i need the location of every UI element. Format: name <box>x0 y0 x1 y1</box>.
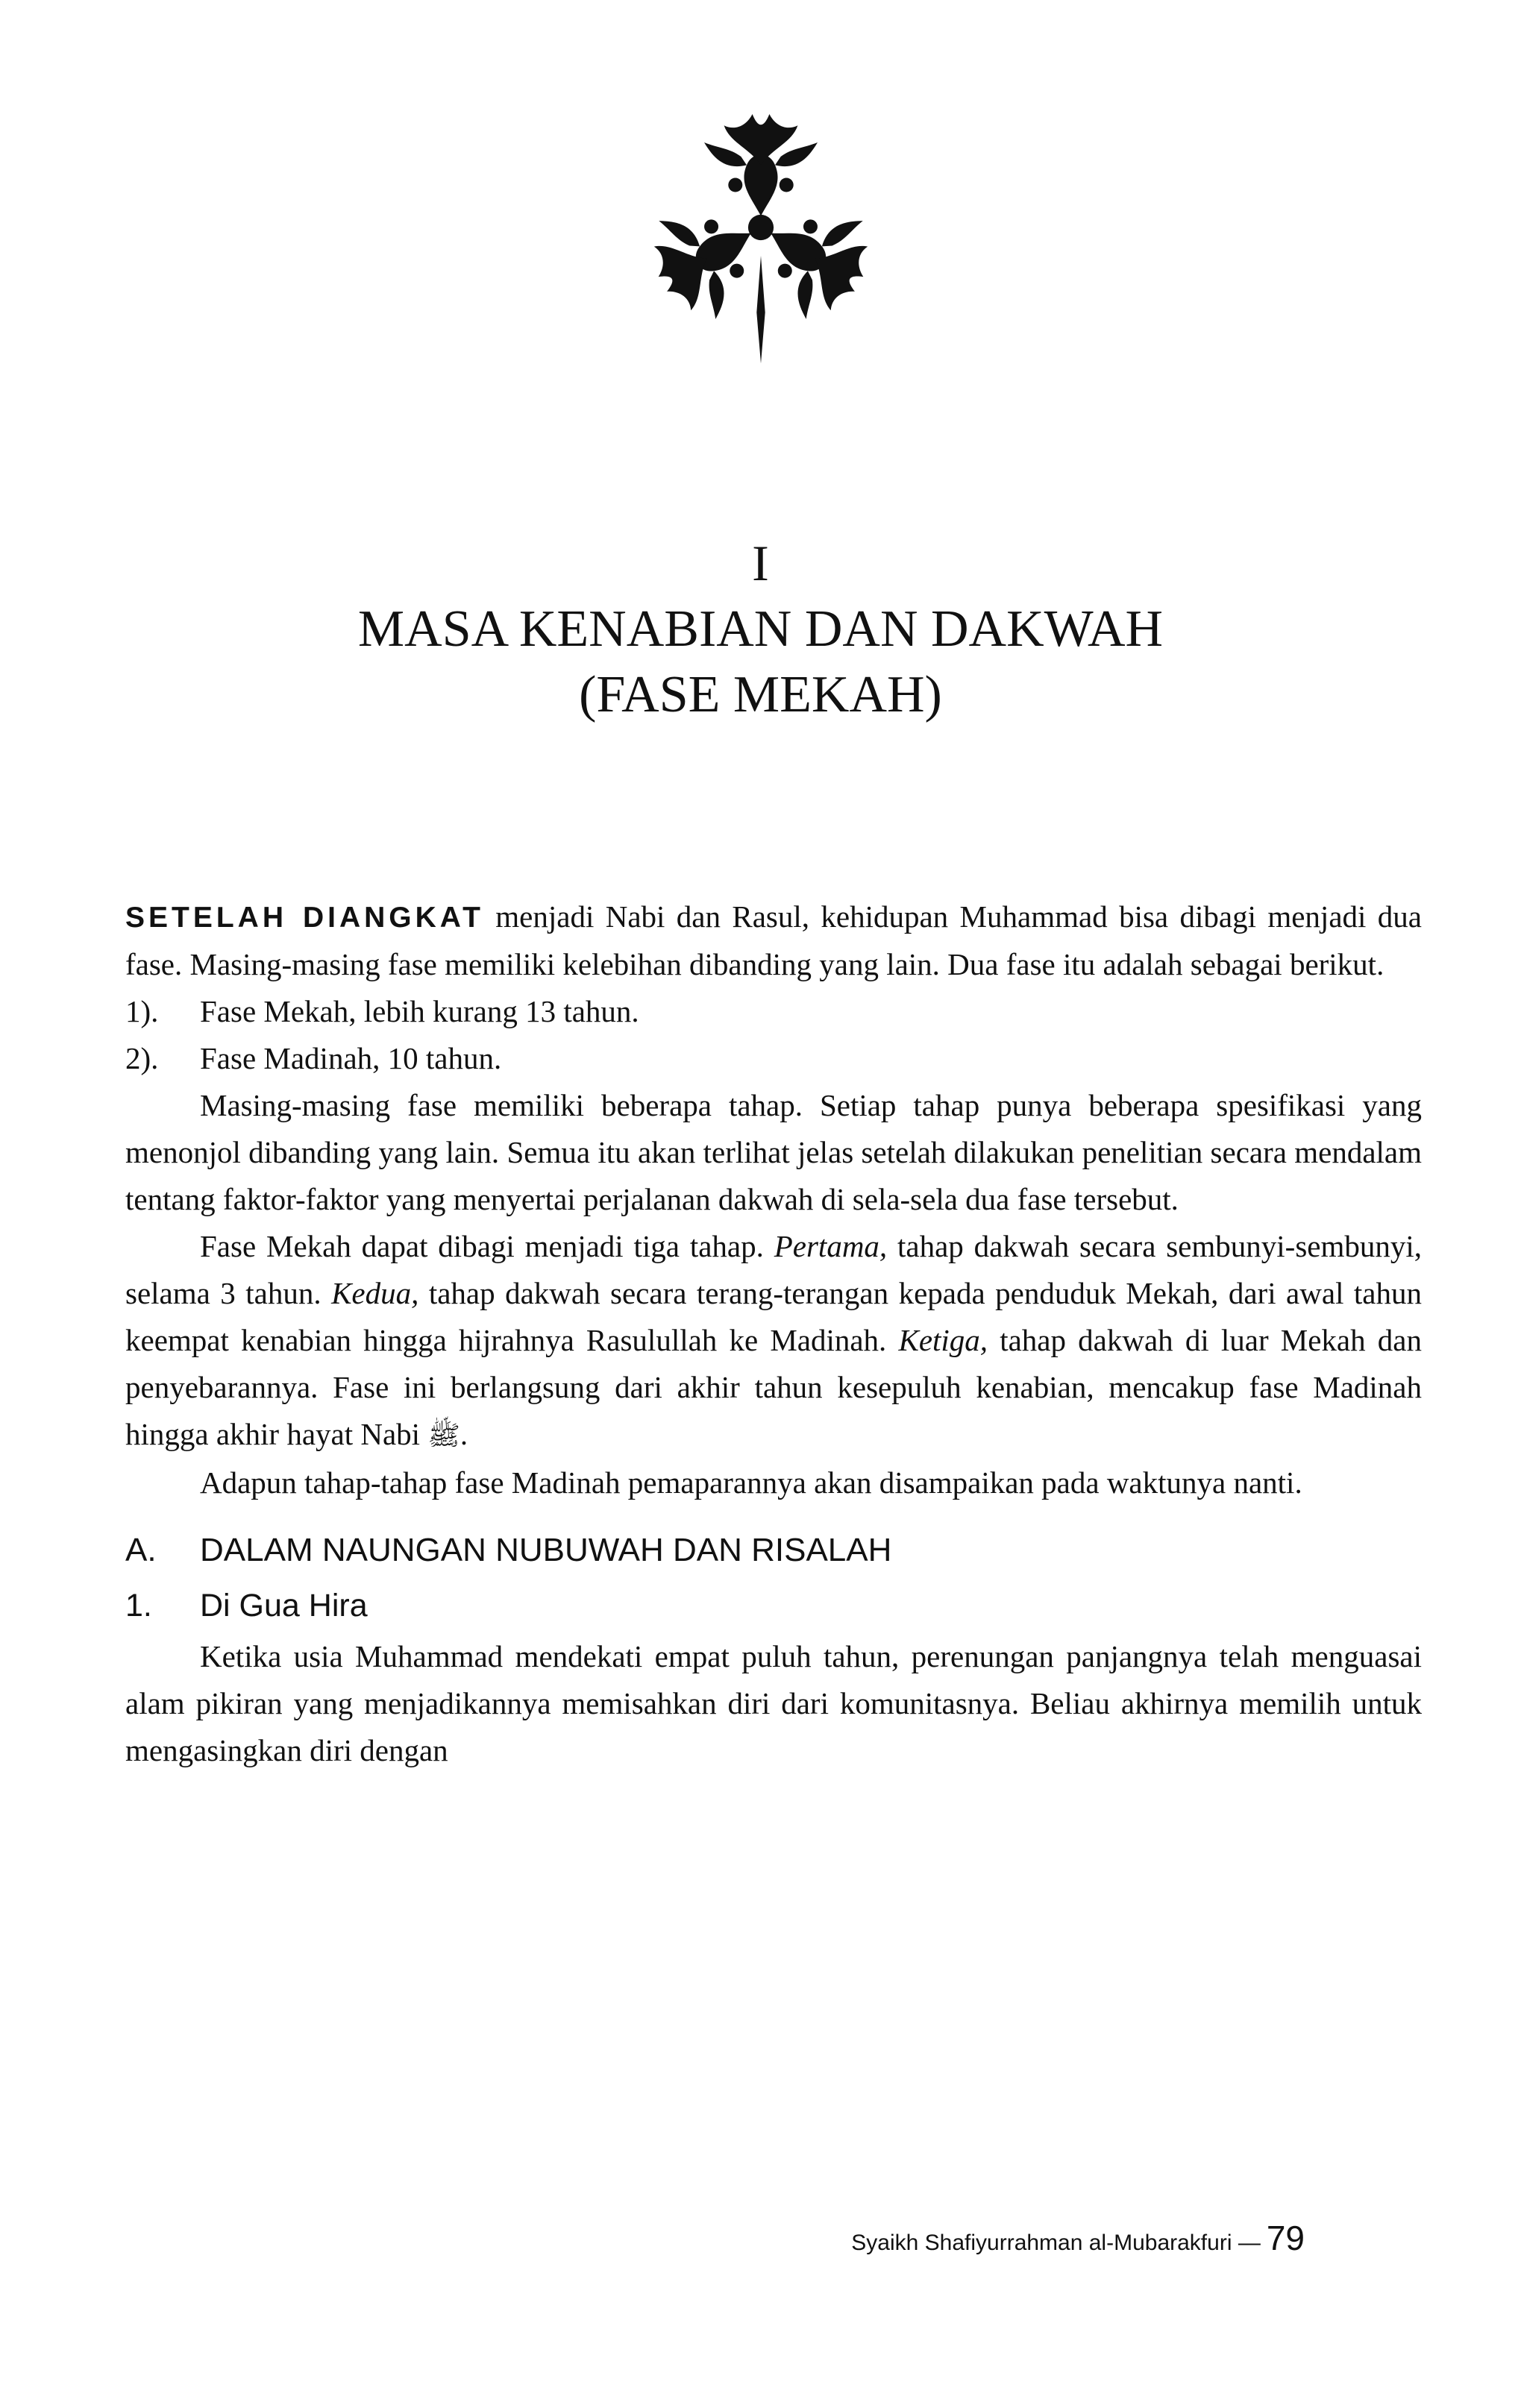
intro-paragraph <box>125 893 1422 988</box>
list-item-number: 1). <box>125 994 159 1028</box>
intro-text: menjadi Nabi dan Rasul, kehidupan Muhammad bisa dibagi menjadi dua fase. Masing-masing fase memiliki kelebihan dibanding yang lain. Dua fase itu adalah sebagai berikut. <box>125 899 1422 981</box>
text-run: tahap dakwah secara sembunyi-sembunyi, selama 3 tahun. <box>125 1229 1423 1310</box>
text-run: . <box>460 1417 468 1451</box>
footer-author: Syaikh Shafiyurrahman al-Mubarakfuri — <box>851 2231 1261 2255</box>
italic-term: Ketiga, <box>898 1323 988 1357</box>
list-item-number: 2). <box>125 1041 159 1075</box>
italic-term: Kedua, <box>331 1276 419 1310</box>
paragraph-medina: Adapun tahap-tahap fase Madinah pemaparannya akan disampaikan pada waktunya nanti. <box>200 1465 1302 1500</box>
text-run: tahap dakwah secara terang-terangan kepada penduduk Mekah, dari awal tahun keempat kenabian hingga hijrahnya Rasulullah ke Madinah. <box>125 1276 1423 1357</box>
chapter-title-line-2: (FASE MEKAH) <box>579 666 942 723</box>
list-item <box>125 988 1422 1035</box>
page-number: 79 <box>1266 2219 1305 2257</box>
floral-ornament-icon <box>619 86 903 369</box>
paragraph-stages: Masing-masing fase memiliki beberapa tahap. Setiap tahap punya beberapa spesifikasi yang menonjol dibanding yang lain. Semua itu akan terlihat jelas setelah dilakukan penelitian secara mendalam tentang faktor-faktor yang menyertai perjalanan dakwah di sela-sela dua fase tersebut. <box>125 1088 1422 1216</box>
chapter-number: I <box>752 535 769 591</box>
section-heading <box>125 1526 1422 1575</box>
section-title: DALAM NAUNGAN NUBUWAH DAN RISALAH <box>200 1532 892 1568</box>
paragraph-gua-hira: Ketika usia Muhammad mendekati empat puluh tahun, perenungan panjangnya telah menguasai alam pikiran yang menjadikannya memisahkan diri dari komunitasnya. Beliau akhirnya memilih untuk mengasingkan diri dengan <box>125 1639 1422 1767</box>
list-item-text: Fase Mekah, lebih kurang 13 tahun. <box>200 994 639 1028</box>
section-letter: A. <box>125 1532 157 1568</box>
list-item <box>125 1035 1422 1082</box>
page-body <box>125 893 1422 1774</box>
text-run: Fase Mekah dapat dibagi menjadi tiga tahap. <box>200 1229 774 1263</box>
lead-in: SETELAH DIANGKAT <box>125 902 484 934</box>
page-footer <box>851 2218 1305 2258</box>
subsection-heading <box>125 1581 1422 1630</box>
subsection-title: Di Gua Hira <box>200 1588 368 1623</box>
italic-term: Pertama, <box>774 1229 888 1263</box>
chapter-title <box>0 597 1521 728</box>
chapter-title-line-1: MASA KENABIAN DAN DAKWAH <box>357 600 1164 658</box>
subsection-number: 1. <box>125 1588 152 1623</box>
text-run: tahap dakwah di luar Mekah dan penyebarannya. Fase ini berlangsung dari akhir tahun kesepuluh kenabian, mencakup fase Madinah hingga akhir hayat Nabi <box>125 1323 1422 1451</box>
list-item-text: Fase Madinah, 10 tahun. <box>200 1041 502 1075</box>
salawat-symbol-icon: ﷺ <box>427 1421 460 1450</box>
paragraph-mecca-stages <box>125 1223 1422 1459</box>
